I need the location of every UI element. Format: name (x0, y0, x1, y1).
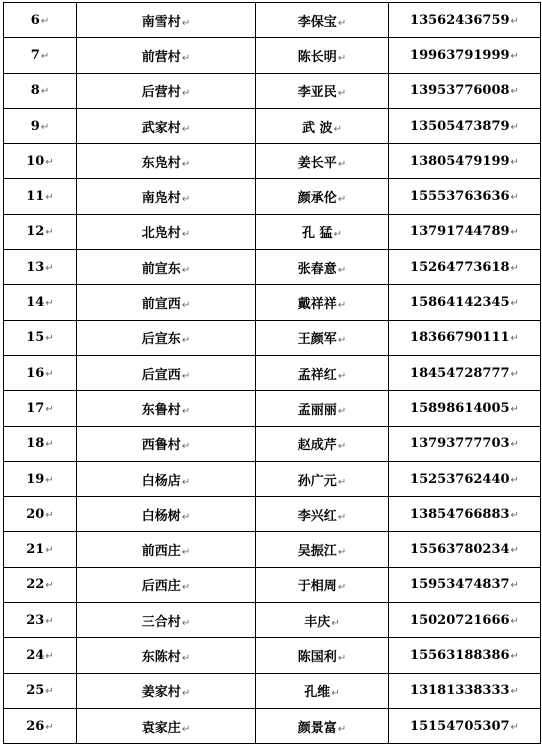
contact-name-text: 孟祥红 (297, 367, 337, 383)
row-number-text: 24 (26, 647, 45, 663)
table-row (4, 461, 541, 496)
row-number-text: 22 (26, 577, 45, 593)
village-text: 武家村 (141, 120, 181, 136)
paragraph-mark-icon: ↵ (181, 617, 191, 629)
contact-name-cell (256, 285, 389, 320)
paragraph-mark-icon: ↵ (181, 158, 191, 170)
phone-number-cell (389, 638, 541, 673)
phone-number-cell (389, 603, 541, 638)
row-number-cell (4, 426, 77, 461)
village-text: 后西庄 (141, 579, 181, 595)
village-text: 后宣西 (141, 367, 181, 383)
paragraph-mark-icon: ↵ (40, 86, 50, 98)
table-row (4, 250, 541, 285)
row-number-text: 12 (26, 224, 45, 240)
row-number-cell (4, 673, 77, 708)
contact-name-cell (256, 638, 389, 673)
row-number-text: 25 (26, 683, 45, 699)
paragraph-mark-icon: ↵ (181, 229, 191, 241)
phone-number-cell (389, 250, 541, 285)
village-cell (77, 567, 256, 602)
row-number-cell (4, 638, 77, 673)
paragraph-mark-icon: ↵ (337, 158, 347, 170)
paragraph-mark-icon: ↵ (181, 370, 191, 382)
paragraph-mark-icon: ↵ (181, 52, 191, 64)
village-text: 东陈村 (141, 649, 181, 665)
village-text: 姜家村 (141, 685, 181, 701)
row-number-cell (4, 3, 77, 38)
paragraph-mark-icon: ↵ (181, 17, 191, 29)
phone-number-text: 15253762440 (410, 471, 510, 487)
table-row (4, 497, 541, 532)
phone-number-cell (389, 38, 541, 73)
row-number-text: 14 (26, 295, 45, 311)
paragraph-mark-icon: ↵ (181, 547, 191, 559)
paragraph-mark-icon: ↵ (181, 123, 191, 135)
phone-number-cell (389, 673, 541, 708)
village-text: 北凫村 (141, 226, 181, 242)
table-row (4, 391, 541, 426)
phone-number-text: 19963791999 (410, 47, 510, 63)
phone-number-cell (389, 708, 541, 743)
phone-number-text: 13854766883 (410, 506, 510, 522)
contact-name-text: 陈国利 (297, 649, 337, 665)
paragraph-mark-icon: ↵ (181, 723, 191, 735)
phone-number-text: 15154705307 (410, 718, 510, 734)
village-text: 前宣西 (141, 297, 181, 313)
paragraph-mark-icon: ↵ (45, 333, 54, 345)
phone-number-text: 15264773618 (410, 259, 510, 275)
phone-number-text: 13505473879 (410, 118, 510, 134)
row-number-text: 8 (30, 83, 40, 99)
paragraph-mark-icon: ↵ (337, 52, 347, 64)
phone-number-text: 13793777703 (410, 436, 510, 452)
phone-number-text: 13953776008 (410, 83, 510, 99)
paragraph-mark-icon: ↵ (45, 192, 54, 204)
row-number-cell (4, 144, 77, 179)
paragraph-mark-icon: ↵ (510, 50, 519, 62)
paragraph-mark-icon: ↵ (45, 368, 54, 380)
paragraph-mark-icon: ↵ (45, 545, 54, 557)
paragraph-mark-icon: ↵ (181, 264, 191, 276)
paragraph-mark-icon: ↵ (337, 652, 347, 664)
contact-name-cell (256, 355, 389, 390)
row-number-cell (4, 497, 77, 532)
row-number-text: 9 (30, 118, 40, 134)
village-text: 东鲁村 (141, 402, 181, 418)
phone-number-cell (389, 179, 541, 214)
contact-name-text: 孙广元 (297, 473, 337, 489)
row-number-cell (4, 285, 77, 320)
paragraph-mark-icon: ↵ (337, 405, 347, 417)
paragraph-mark-icon: ↵ (510, 721, 519, 733)
paragraph-mark-icon: ↵ (510, 15, 519, 27)
paragraph-mark-icon: ↵ (45, 156, 54, 168)
row-number-cell (4, 250, 77, 285)
village-cell (77, 320, 256, 355)
paragraph-mark-icon: ↵ (181, 405, 191, 417)
paragraph-mark-icon: ↵ (510, 262, 519, 274)
contact-name-text: 丰庆 (304, 614, 331, 630)
paragraph-mark-icon: ↵ (510, 650, 519, 662)
phone-number-text: 15020721666 (410, 612, 510, 628)
contact-name-cell (256, 320, 389, 355)
paragraph-mark-icon: ↵ (45, 650, 54, 662)
paragraph-mark-icon: ↵ (181, 194, 191, 206)
village-cell (77, 250, 256, 285)
row-number-cell (4, 461, 77, 496)
paragraph-mark-icon: ↵ (510, 121, 519, 133)
phone-number-text: 13181338333 (410, 683, 510, 699)
paragraph-mark-icon: ↵ (181, 476, 191, 488)
village-cell (77, 73, 256, 108)
village-cell (77, 603, 256, 638)
village-text: 三合村 (141, 614, 181, 630)
paragraph-mark-icon: ↵ (510, 298, 519, 310)
contact-name-text: 武 波 (302, 120, 333, 136)
village-cell (77, 461, 256, 496)
contact-name-text: 李兴红 (297, 508, 337, 524)
village-text: 袁家庄 (141, 720, 181, 736)
village-cell (77, 638, 256, 673)
paragraph-mark-icon: ↵ (510, 192, 519, 204)
paragraph-mark-icon: ↵ (331, 617, 340, 629)
village-text: 前营村 (141, 49, 181, 65)
paragraph-mark-icon: ↵ (510, 474, 519, 486)
table-row (4, 179, 541, 214)
paragraph-mark-icon: ↵ (45, 439, 54, 451)
phone-number-cell (389, 461, 541, 496)
paragraph-mark-icon: ↵ (45, 509, 54, 521)
contact-name-text: 陈长明 (297, 49, 337, 65)
contact-name-cell (256, 532, 389, 567)
row-number-cell (4, 320, 77, 355)
village-cell (77, 673, 256, 708)
contact-name-text: 孟丽丽 (297, 402, 337, 418)
paragraph-mark-icon: ↵ (181, 300, 191, 312)
table-row (4, 708, 541, 743)
phone-number-text: 13562436759 (410, 12, 510, 28)
phone-number-text: 18366790111 (410, 330, 510, 346)
phone-number-text: 13791744789 (410, 224, 510, 240)
row-number-text: 7 (30, 47, 40, 63)
phone-number-cell (389, 532, 541, 567)
row-number-text: 23 (26, 612, 45, 628)
contact-name-text: 吴振江 (297, 544, 337, 560)
row-number-text: 11 (26, 189, 45, 205)
phone-number-text: 18454728777 (410, 365, 510, 381)
table-row (4, 214, 541, 249)
paragraph-mark-icon: ↵ (331, 688, 340, 700)
contact-name-cell (256, 497, 389, 532)
paragraph-mark-icon: ↵ (337, 88, 347, 100)
paragraph-mark-icon: ↵ (40, 121, 50, 133)
paragraph-mark-icon: ↵ (40, 15, 50, 27)
row-number-cell (4, 391, 77, 426)
village-cell (77, 708, 256, 743)
row-number-cell (4, 355, 77, 390)
village-text: 东凫村 (141, 155, 181, 171)
phone-number-cell (389, 391, 541, 426)
phone-number-cell (389, 355, 541, 390)
contact-name-text: 张春意 (297, 261, 337, 277)
paragraph-mark-icon: ↵ (45, 580, 54, 592)
contact-name-cell (256, 461, 389, 496)
row-number-text: 10 (26, 153, 45, 169)
village-cell (77, 214, 256, 249)
contact-name-cell (256, 673, 389, 708)
paragraph-mark-icon: ↵ (45, 298, 54, 310)
village-text: 前西庄 (141, 544, 181, 560)
village-cell (77, 391, 256, 426)
row-number-cell (4, 603, 77, 638)
table-row (4, 108, 541, 143)
phone-number-cell (389, 567, 541, 602)
table-body (4, 3, 541, 744)
paragraph-mark-icon: ↵ (45, 227, 54, 239)
contact-name-text: 赵成芹 (297, 438, 337, 454)
paragraph-mark-icon: ↵ (510, 615, 519, 627)
paragraph-mark-icon: ↵ (45, 721, 54, 733)
village-text: 白杨店 (141, 473, 181, 489)
row-number-text: 18 (26, 436, 45, 452)
table-row (4, 355, 541, 390)
paragraph-mark-icon: ↵ (40, 50, 50, 62)
table-row (4, 673, 541, 708)
paragraph-mark-icon: ↵ (181, 652, 191, 664)
village-text: 白杨树 (141, 508, 181, 524)
paragraph-mark-icon: ↵ (510, 333, 519, 345)
village-cell (77, 497, 256, 532)
row-number-text: 20 (26, 506, 45, 522)
village-cell (77, 108, 256, 143)
row-number-cell (4, 214, 77, 249)
village-cell (77, 532, 256, 567)
table-row (4, 285, 541, 320)
phone-number-cell (389, 144, 541, 179)
contact-name-text: 李亚民 (297, 85, 337, 101)
paragraph-mark-icon: ↵ (337, 300, 347, 312)
paragraph-mark-icon: ↵ (45, 474, 54, 486)
contact-name-cell (256, 3, 389, 38)
village-cell (77, 179, 256, 214)
paragraph-mark-icon: ↵ (510, 439, 519, 451)
phone-number-text: 15553763636 (410, 189, 510, 205)
row-number-text: 17 (26, 400, 45, 416)
village-cell (77, 285, 256, 320)
paragraph-mark-icon: ↵ (181, 335, 191, 347)
row-number-text: 16 (26, 365, 45, 381)
phone-number-cell (389, 73, 541, 108)
table-row (4, 73, 541, 108)
contact-name-cell (256, 708, 389, 743)
contact-name-text: 李保宝 (297, 14, 337, 30)
row-number-text: 6 (30, 12, 40, 28)
row-number-text: 21 (26, 542, 45, 558)
village-text: 后宣东 (141, 332, 181, 348)
row-number-text: 15 (26, 330, 45, 346)
row-number-cell (4, 708, 77, 743)
paragraph-mark-icon: ↵ (181, 511, 191, 523)
contact-name-cell (256, 144, 389, 179)
village-text: 南雪村 (141, 14, 181, 30)
phone-number-text: 15953474837 (410, 577, 510, 593)
paragraph-mark-icon: ↵ (337, 194, 347, 206)
paragraph-mark-icon: ↵ (45, 615, 54, 627)
village-text: 后营村 (141, 85, 181, 101)
phone-number-cell (389, 108, 541, 143)
table-row (4, 426, 541, 461)
paragraph-mark-icon: ↵ (337, 582, 347, 594)
paragraph-mark-icon: ↵ (337, 370, 347, 382)
contact-name-text: 颜承伦 (297, 191, 337, 207)
table-row (4, 567, 541, 602)
contact-name-text: 于相周 (297, 579, 337, 595)
phone-number-text: 13805479199 (410, 153, 510, 169)
contact-name-text: 孔 猛 (302, 226, 333, 242)
row-number-text: 26 (26, 718, 45, 734)
contact-name-text: 孔维 (304, 685, 331, 701)
paragraph-mark-icon: ↵ (337, 723, 347, 735)
paragraph-mark-icon: ↵ (510, 227, 519, 239)
row-number-cell (4, 108, 77, 143)
phone-number-cell (389, 285, 541, 320)
phone-number-cell (389, 3, 541, 38)
village-cell (77, 426, 256, 461)
contact-name-cell (256, 426, 389, 461)
phone-number-cell (389, 426, 541, 461)
contact-name-text: 戴祥祥 (297, 297, 337, 313)
paragraph-mark-icon: ↵ (337, 335, 347, 347)
paragraph-mark-icon: ↵ (181, 688, 191, 700)
contact-name-cell (256, 108, 389, 143)
paragraph-mark-icon: ↵ (181, 441, 191, 453)
contact-name-cell (256, 603, 389, 638)
contact-name-cell (256, 250, 389, 285)
phone-number-text: 15563780234 (410, 542, 510, 558)
paragraph-mark-icon: ↵ (510, 580, 519, 592)
table-row (4, 3, 541, 38)
phone-number-cell (389, 497, 541, 532)
village-cell (77, 3, 256, 38)
contact-name-text: 王颜军 (297, 332, 337, 348)
paragraph-mark-icon: ↵ (181, 88, 191, 100)
phone-number-text: 15563188386 (410, 647, 510, 663)
paragraph-mark-icon: ↵ (510, 509, 519, 521)
contact-name-cell (256, 73, 389, 108)
paragraph-mark-icon: ↵ (337, 17, 347, 29)
row-number-cell (4, 38, 77, 73)
contact-name-text: 姜长平 (297, 155, 337, 171)
row-number-text: 13 (26, 259, 45, 275)
row-number-text: 19 (26, 471, 45, 487)
paragraph-mark-icon: ↵ (181, 582, 191, 594)
paragraph-mark-icon: ↵ (510, 86, 519, 98)
contact-table (3, 2, 541, 744)
contact-name-cell (256, 391, 389, 426)
table-row (4, 603, 541, 638)
table-row (4, 320, 541, 355)
table-row (4, 638, 541, 673)
contact-name-cell (256, 179, 389, 214)
paragraph-mark-icon: ↵ (333, 229, 342, 241)
paragraph-mark-icon: ↵ (337, 264, 347, 276)
paragraph-mark-icon: ↵ (510, 686, 519, 698)
table-row (4, 532, 541, 567)
paragraph-mark-icon: ↵ (333, 123, 342, 135)
paragraph-mark-icon: ↵ (337, 476, 347, 488)
paragraph-mark-icon: ↵ (337, 547, 347, 559)
village-text: 西鲁村 (141, 438, 181, 454)
paragraph-mark-icon: ↵ (510, 403, 519, 415)
contact-name-cell (256, 567, 389, 602)
phone-number-cell (389, 320, 541, 355)
paragraph-mark-icon: ↵ (337, 441, 347, 453)
contact-name-cell (256, 38, 389, 73)
table-row (4, 144, 541, 179)
contact-name-cell (256, 214, 389, 249)
paragraph-mark-icon: ↵ (510, 368, 519, 380)
paragraph-mark-icon: ↵ (337, 511, 347, 523)
row-number-cell (4, 532, 77, 567)
village-cell (77, 144, 256, 179)
village-text: 南凫村 (141, 191, 181, 207)
row-number-cell (4, 73, 77, 108)
table-row (4, 38, 541, 73)
paragraph-mark-icon: ↵ (510, 156, 519, 168)
paragraph-mark-icon: ↵ (45, 686, 54, 698)
phone-number-text: 15864142345 (410, 295, 510, 311)
row-number-cell (4, 179, 77, 214)
paragraph-mark-icon: ↵ (45, 403, 54, 415)
village-cell (77, 355, 256, 390)
paragraph-mark-icon: ↵ (45, 262, 54, 274)
paragraph-mark-icon: ↵ (510, 545, 519, 557)
village-cell (77, 38, 256, 73)
phone-number-text: 15898614005 (410, 400, 510, 416)
contact-name-text: 颜景富 (297, 720, 337, 736)
phone-number-cell (389, 214, 541, 249)
village-text: 前宣东 (141, 261, 181, 277)
row-number-cell (4, 567, 77, 602)
